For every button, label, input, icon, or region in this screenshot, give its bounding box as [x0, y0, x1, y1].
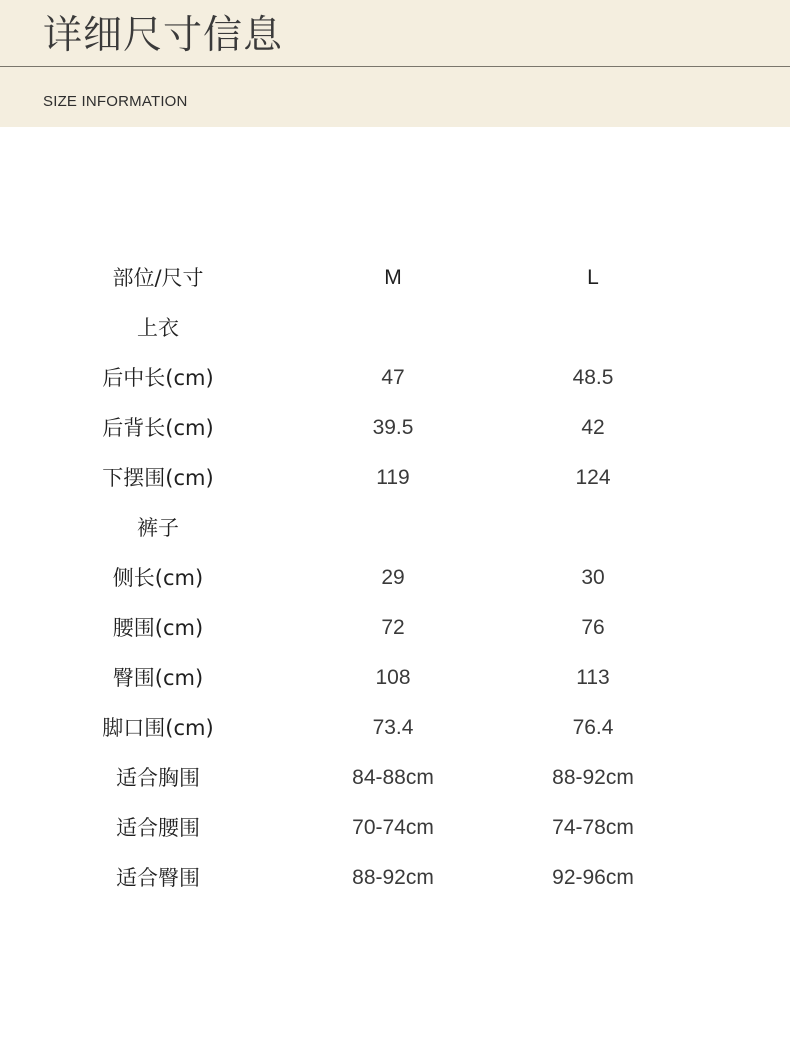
- value-m: 70-74cm: [352, 816, 434, 839]
- row-label: 后中长(cm): [102, 366, 214, 390]
- table-row: [0, 603, 790, 653]
- value-l: 42: [581, 416, 605, 439]
- table-row: [0, 853, 790, 903]
- table-row: [0, 503, 790, 553]
- value-m: 88-92cm: [352, 866, 434, 889]
- value-m: 39.5: [372, 416, 414, 439]
- size-table: [0, 253, 790, 903]
- row-label: 裤子: [137, 516, 179, 540]
- header-banner: [0, 0, 790, 127]
- row-label: 侧长(cm): [112, 566, 204, 590]
- row-label: 脚口围(cm): [102, 716, 214, 740]
- value-m: 108: [375, 666, 411, 689]
- table-header-row: [0, 253, 790, 303]
- value-m: 119: [376, 466, 410, 489]
- row-label: 腰围(cm): [112, 616, 204, 640]
- value-l: 30: [581, 566, 605, 589]
- column-header-part: 部位/尺寸: [112, 266, 204, 290]
- value-l: [493, 303, 693, 353]
- table-row: [0, 653, 790, 703]
- table-row: [0, 353, 790, 403]
- value-l: 92-96cm: [552, 866, 634, 889]
- row-label: 适合胸围: [116, 766, 200, 790]
- value-l: 124: [575, 466, 611, 489]
- value-l: 76.4: [572, 716, 614, 739]
- value-m: 47: [381, 366, 405, 389]
- value-m: 73.4: [372, 716, 414, 739]
- table-row: [0, 303, 790, 353]
- table-row: [0, 803, 790, 853]
- value-m: 84-88cm: [352, 766, 434, 789]
- row-label: 后背长(cm): [102, 416, 214, 440]
- column-header-l: L: [587, 266, 599, 289]
- value-l: 76: [581, 616, 605, 639]
- page-subtitle: SIZE INFORMATION: [43, 93, 188, 110]
- value-l: 88-92cm: [552, 766, 634, 789]
- table-row: [0, 403, 790, 453]
- table-row: [0, 553, 790, 603]
- row-label: 适合腰围: [116, 816, 200, 840]
- table-row: [0, 453, 790, 503]
- page-title: 详细尺寸信息: [43, 13, 284, 58]
- column-header-m: M: [384, 266, 402, 289]
- value-l: 48.5: [572, 366, 614, 389]
- value-m: [293, 503, 493, 553]
- value-m: 29: [381, 566, 405, 589]
- row-label: 适合臀围: [116, 866, 200, 890]
- row-label: 臀围(cm): [112, 666, 204, 690]
- value-l: 74-78cm: [552, 816, 634, 839]
- value-m: [293, 303, 493, 353]
- value-l: [493, 503, 693, 553]
- value-m: 72: [381, 616, 405, 639]
- table-row: [0, 703, 790, 753]
- header-divider: [0, 66, 790, 67]
- value-l: 113: [576, 666, 610, 689]
- row-label: 下摆围(cm): [102, 466, 214, 490]
- table-row: [0, 753, 790, 803]
- row-label: 上衣: [137, 316, 179, 340]
